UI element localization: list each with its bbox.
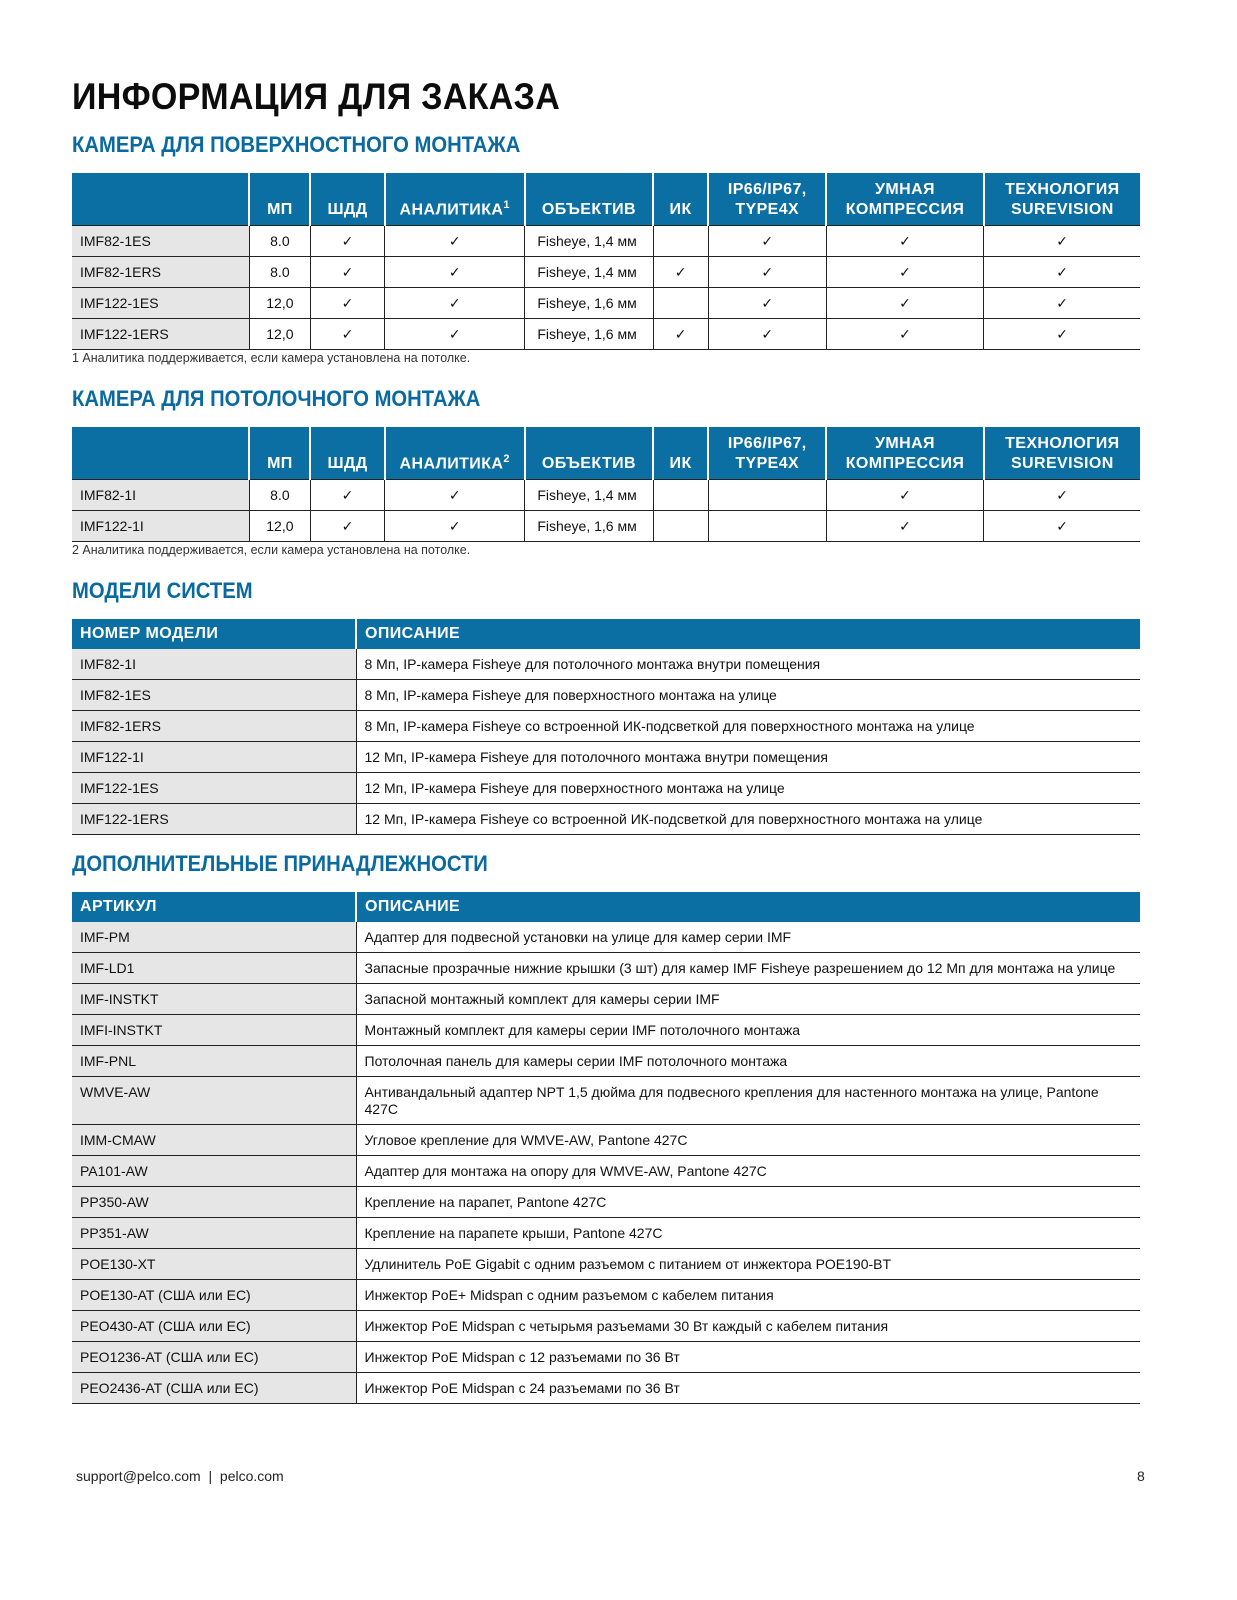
column-header [72, 427, 249, 480]
model-cell: IMF82-1ERS [72, 711, 356, 742]
accessories-section-title: ДОПОЛНИТЕЛЬНЫЕ ПРИНАДЛЕЖНОСТИ [72, 851, 488, 876]
page-number: 8 [1137, 1468, 1145, 1484]
check-icon: ✓ [984, 480, 1140, 511]
description-cell: 8 Мп, IP-камера Fisheye со встроенной ИК-подсветкой для поверхностного монтажа на улице [356, 711, 1140, 742]
table-cell: 8.0 [249, 480, 310, 511]
table-row [72, 804, 1140, 835]
column-header: ТЕХНОЛОГИЯ SUREVISION [984, 427, 1140, 480]
description-cell: 12 Мп, IP-камера Fisheye для поверхностного монтажа на улице [356, 773, 1140, 804]
table-row [72, 1015, 1140, 1046]
check-icon: ✓ [310, 511, 384, 542]
table-row [72, 773, 1140, 804]
model-cell: IMF122-1I [72, 511, 249, 542]
column-header: IP66/IP67, TYPE4X [708, 173, 826, 226]
model-cell: PEO2436-AT (США или ЕС) [72, 1373, 356, 1404]
table-row [72, 511, 1140, 542]
description-cell: Инжектор PoE Midspan с 12 разъемами по 36 Вт [356, 1342, 1140, 1373]
column-header: ИК [653, 173, 708, 226]
table-row [72, 649, 1140, 680]
column-header: УМНАЯ КОМПРЕССИЯ [826, 173, 983, 226]
table-cell: Fisheye, 1,4 мм [525, 480, 653, 511]
description-cell: Потолочная панель для камеры серии IMF потолочного монтажа [356, 1046, 1140, 1077]
table-cell: 8.0 [249, 257, 310, 288]
column-header: ИК [653, 427, 708, 480]
check-icon: ✓ [708, 319, 826, 350]
column-header: ШДД [310, 173, 384, 226]
check-icon: ✓ [385, 319, 525, 350]
description-cell: 8 Мп, IP-камера Fisheye для поверхностного монтажа на улице [356, 680, 1140, 711]
description-cell: Адаптер для монтажа на опору для WMVE-AW, Pantone 427C [356, 1156, 1140, 1187]
model-cell: WMVE-AW [72, 1077, 356, 1125]
check-icon: ✓ [385, 480, 525, 511]
table-row [72, 1187, 1140, 1218]
accessories-table [72, 892, 1140, 1404]
table-cell [653, 511, 708, 542]
footnote-marker: 2 [503, 452, 510, 465]
description-cell: Инжектор PoE+ Midspan с одним разъемом с кабелем питания [356, 1280, 1140, 1311]
description-cell: Крепление на парапете крыши, Pantone 427C [356, 1218, 1140, 1249]
table-row [72, 1077, 1140, 1125]
model-cell: POE130-AT (США или ЕС) [72, 1280, 356, 1311]
model-cell: IMF-LD1 [72, 953, 356, 984]
table-row [72, 1046, 1140, 1077]
model-cell: IMF122-1I [72, 742, 356, 773]
table-row [72, 742, 1140, 773]
table-row [72, 1125, 1140, 1156]
systems-section-title: МОДЕЛИ СИСТЕМ [72, 578, 253, 603]
table-cell [708, 480, 826, 511]
check-icon: ✓ [826, 480, 983, 511]
column-header: ОБЪЕКТИВ [525, 173, 653, 226]
check-icon: ✓ [826, 288, 983, 319]
model-cell: PP350-AW [72, 1187, 356, 1218]
check-icon: ✓ [653, 319, 708, 350]
column-header [72, 173, 249, 226]
model-cell: IMF-PNL [72, 1046, 356, 1077]
table-cell [653, 288, 708, 319]
surface-camera-table [72, 173, 1140, 350]
table-cell: 12,0 [249, 511, 310, 542]
model-cell: IMF122-1ERS [72, 319, 249, 350]
column-header: ОБЪЕКТИВ [525, 427, 653, 480]
table-row [72, 319, 1140, 350]
check-icon: ✓ [984, 257, 1140, 288]
check-icon: ✓ [708, 257, 826, 288]
column-header: УМНАЯ КОМПРЕССИЯ [826, 427, 983, 480]
column-header: ОПИСАНИЕ [356, 892, 1140, 922]
table-row [72, 257, 1140, 288]
model-cell: IMF82-1ES [72, 226, 249, 257]
model-cell: IMF82-1I [72, 649, 356, 680]
column-header-label: АНАЛИТИКА [399, 201, 504, 218]
model-cell: IMF82-1ERS [72, 257, 249, 288]
table-row [72, 226, 1140, 257]
description-cell: Инжектор PoE Midspan с 24 разъемами по 36 Вт [356, 1373, 1140, 1404]
model-cell: PEO430-AT (США или ЕС) [72, 1311, 356, 1342]
check-icon: ✓ [385, 226, 525, 257]
model-cell: IMF82-1I [72, 480, 249, 511]
column-header: ШДД [310, 427, 384, 480]
check-icon: ✓ [310, 288, 384, 319]
check-icon: ✓ [310, 480, 384, 511]
table-row [72, 1311, 1140, 1342]
check-icon: ✓ [385, 511, 525, 542]
check-icon: ✓ [984, 226, 1140, 257]
check-icon: ✓ [984, 511, 1140, 542]
check-icon: ✓ [385, 288, 525, 319]
model-cell: PP351-AW [72, 1218, 356, 1249]
check-icon: ✓ [708, 288, 826, 319]
column-header [385, 427, 525, 480]
check-icon: ✓ [385, 257, 525, 288]
table-cell: Fisheye, 1,4 мм [525, 257, 653, 288]
surface-footnote: 1 Аналитика поддерживается, если камера установлена на потолке. [72, 351, 471, 365]
table-cell: 12,0 [249, 319, 310, 350]
model-cell: IMF122-1ES [72, 773, 356, 804]
description-cell: Запасной монтажный комплект для камеры серии IMF [356, 984, 1140, 1015]
model-cell: IMF-PM [72, 922, 356, 953]
table-cell: Fisheye, 1,6 мм [525, 511, 653, 542]
column-header-label: АНАЛИТИКА [399, 455, 504, 472]
table-row [72, 680, 1140, 711]
table-cell: 8.0 [249, 226, 310, 257]
model-cell: IMF122-1ERS [72, 804, 356, 835]
check-icon: ✓ [310, 257, 384, 288]
table-row [72, 1156, 1140, 1187]
description-cell: Угловое крепление для WMVE-AW, Pantone 427C [356, 1125, 1140, 1156]
model-cell: PEO1236-AT (США или ЕС) [72, 1342, 356, 1373]
footnote-marker: 1 [503, 198, 510, 211]
check-icon: ✓ [708, 226, 826, 257]
model-cell: PA101-AW [72, 1156, 356, 1187]
check-icon: ✓ [310, 319, 384, 350]
table-row [72, 480, 1140, 511]
footer-contact: support@pelco.com | pelco.com [76, 1468, 284, 1484]
table-cell: 12,0 [249, 288, 310, 319]
check-icon: ✓ [826, 319, 983, 350]
surface-section-title: КАМЕРА ДЛЯ ПОВЕРХНОСТНОГО МОНТАЖА [72, 132, 521, 157]
model-cell: IMF82-1ES [72, 680, 356, 711]
description-cell: Удлинитель PoE Gigabit с одним разъемом с питанием от инжектора POE190-BT [356, 1249, 1140, 1280]
table-row [72, 1280, 1140, 1311]
table-row [72, 711, 1140, 742]
table-cell: Fisheye, 1,6 мм [525, 288, 653, 319]
ceiling-camera-table [72, 427, 1140, 542]
description-cell: 8 Мп, IP-камера Fisheye для потолочного монтажа внутри помещения [356, 649, 1140, 680]
column-header: МП [249, 427, 310, 480]
check-icon: ✓ [826, 511, 983, 542]
check-icon: ✓ [984, 288, 1140, 319]
table-row [72, 922, 1140, 953]
description-cell: Запасные прозрачные нижние крышки (3 шт) для камер IMF Fisheye разрешением до 12 Мп для монтажа на улице [356, 953, 1140, 984]
column-header: IP66/IP67, TYPE4X [708, 427, 826, 480]
description-cell: Монтажный комплект для камеры серии IMF потолочного монтажа [356, 1015, 1140, 1046]
description-cell: Инжектор PoE Midspan с четырьмя разъемами 30 Вт каждый с кабелем питания [356, 1311, 1140, 1342]
column-header: ТЕХНОЛОГИЯ SUREVISION [984, 173, 1140, 226]
table-cell [653, 226, 708, 257]
column-header [385, 173, 525, 226]
table-cell [708, 511, 826, 542]
column-header: АРТИКУЛ [72, 892, 356, 922]
table-row [72, 1373, 1140, 1404]
table-row [72, 1342, 1140, 1373]
table-row [72, 288, 1140, 319]
ceiling-footnote: 2 Аналитика поддерживается, если камера установлена на потолке. [72, 543, 471, 557]
check-icon: ✓ [984, 319, 1140, 350]
column-header: МП [249, 173, 310, 226]
model-cell: IMF122-1ES [72, 288, 249, 319]
ceiling-section-title: КАМЕРА ДЛЯ ПОТОЛОЧНОГО МОНТАЖА [72, 386, 481, 411]
model-cell: IMFI-INSTKT [72, 1015, 356, 1046]
description-cell: Антивандальный адаптер NPT 1,5 дюйма для подвесного крепления для настенного монтажа на улице, Pantone 427C [356, 1077, 1140, 1125]
description-cell: Адаптер для подвесной установки на улице для камер серии IMF [356, 922, 1140, 953]
system-models-table [72, 619, 1140, 835]
description-cell: 12 Мп, IP-камера Fisheye для потолочного монтажа внутри помещения [356, 742, 1140, 773]
check-icon: ✓ [826, 226, 983, 257]
description-cell: Крепление на парапет, Pantone 427C [356, 1187, 1140, 1218]
column-header: НОМЕР МОДЕЛИ [72, 619, 356, 649]
model-cell: POE130-XT [72, 1249, 356, 1280]
table-row [72, 1218, 1140, 1249]
description-cell: 12 Мп, IP-камера Fisheye со встроенной ИК-подсветкой для поверхностного монтажа на улице [356, 804, 1140, 835]
check-icon: ✓ [826, 257, 983, 288]
check-icon: ✓ [653, 257, 708, 288]
model-cell: IMF-INSTKT [72, 984, 356, 1015]
table-cell: Fisheye, 1,6 мм [525, 319, 653, 350]
table-row [72, 984, 1140, 1015]
table-row [72, 953, 1140, 984]
table-row [72, 1249, 1140, 1280]
table-cell: Fisheye, 1,4 мм [525, 226, 653, 257]
check-icon: ✓ [310, 226, 384, 257]
page-title: ИНФОРМАЦИЯ ДЛЯ ЗАКАЗА [72, 76, 561, 117]
model-cell: IMM-CMAW [72, 1125, 356, 1156]
column-header: ОПИСАНИЕ [356, 619, 1140, 649]
table-cell [653, 480, 708, 511]
